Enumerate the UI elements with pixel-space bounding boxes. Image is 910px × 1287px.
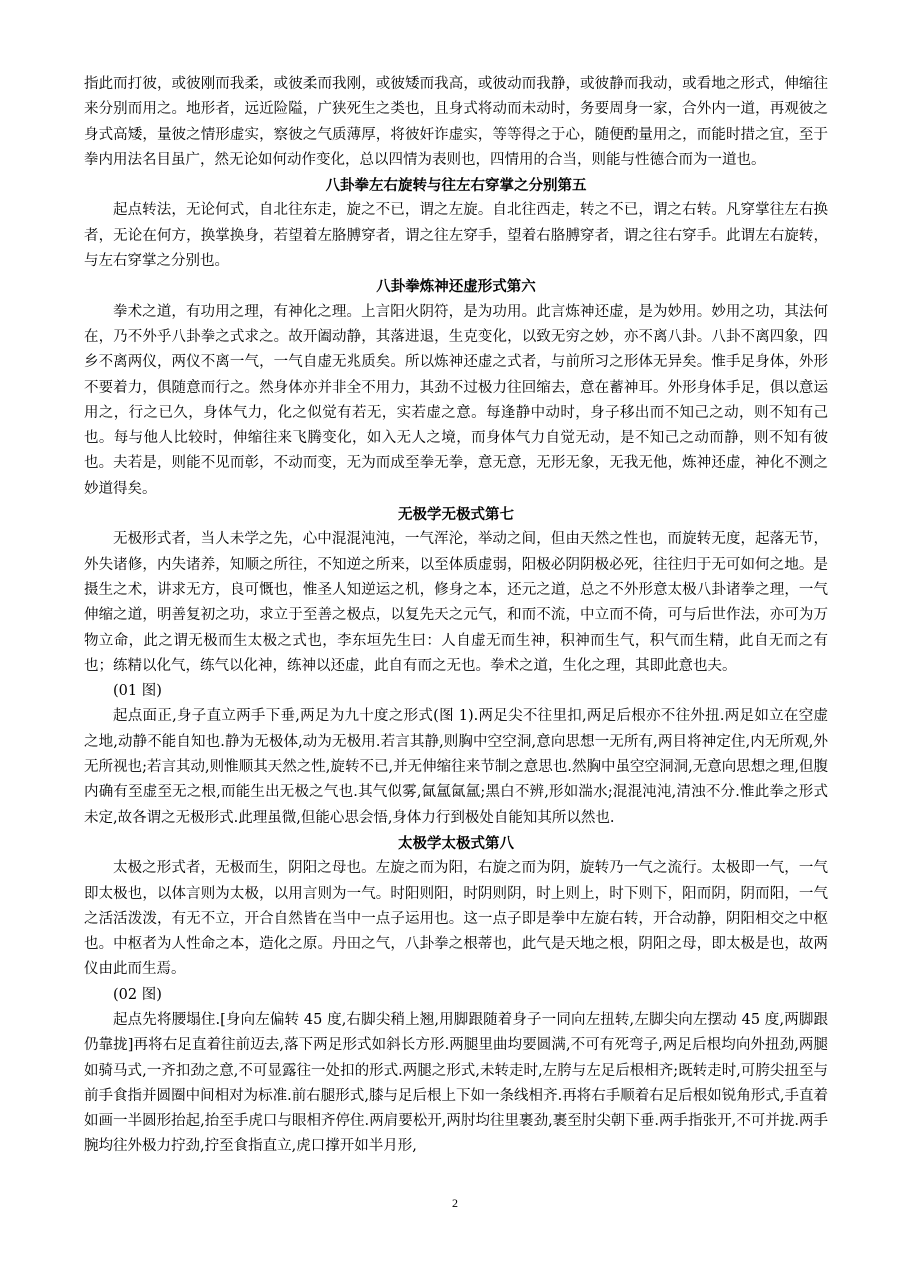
paragraph: 指此而打彼，或彼刚而我柔，或彼柔而我刚，或彼矮而我高，或彼动而我静，或彼静而我动，或看地之形式，伸缩往来分别而用之。地形者，远近险隘，广狭死生之类也，且身式将动而未动时，务要周身一家，合外内一道，再观彼之身式高矮，量彼之情形虚实，察彼之气质薄厚，将彼奸诈虚实，等等得之于心，随便酌量用之，而能时措之宜，至于拳内用法名目虽广，然无论如何动作变化，总以四情为表则也，四情用的合当，则能与性德合而为一道也。 (84, 76, 828, 168)
page-number: 2 (452, 1196, 458, 1210)
document-body (84, 72, 828, 1160)
section-heading: 太极学太极式第八 (398, 834, 514, 852)
section-heading: 无极学无极式第七 (398, 506, 514, 524)
paragraph: (02 图) (113, 986, 162, 1003)
section-heading: 八卦拳左右旋转与往左右穿掌之分别第五 (325, 177, 587, 195)
paragraph: 起点转法，无论何式，自北往东走，旋之不已，谓之左旋。自北往西走，转之不已，谓之右转。凡穿掌往左右换者，无论在何方，换掌换身，若望着左胳膊穿者，谓之往左穿手，望着右胳膊穿者，谓之往右穿手。此谓左右旋转，与左右穿掌之分别也。 (84, 202, 828, 270)
paragraph: 太极之形式者，无极而生，阴阳之母也。左旋之而为阳，右旋之而为阴，旋转乃一气之流行。太极即一气，一气即太极也，以体言则为太极，以用言则为一气。时阳则阳，时阴则阴，时上则上，时下则下，阳而阴，阴而阳，一气之活活泼泼，有无不立，开合自然皆在当中一点子运用也。这一点子即是拳中左旋右转，开合动静，阴阳相交之中枢也。中枢者为人性命之本，造化之原。丹田之气，八卦拳之根蒂也，此气是天地之根，阴阳之母，即太极是也，故两仪由此而生焉。 (84, 860, 828, 978)
section-heading: 八卦拳炼神还虚形式第六 (376, 278, 536, 296)
paragraph: (01 图) (113, 683, 162, 700)
paragraph: 无极形式者，当人未学之先，心中混混沌沌，一气浑沦，举动之间，但由天然之性也，而旋转无度，起落无节，外失诸修，内失诸养，知顺之所往，不知逆之所来，以至体质虚弱，阳极必阴阴极必死，往往归于无可如何之地。是摄生之术，讲求无方，良可慨也，惟圣人知逆运之机，修身之本，还元之道，总之不外形意太极八卦诸拳之理，一气伸缩之道，明善复初之功，求立于至善之极点，以复先天之元气，和而不流，中立而不倚，可与后世作法，亦可为万物立命，此之谓无极而生太极之式也，李东垣先生曰：人自虚无而生神，积神而生气，积气而生精，此自无而之有也；练精以化气，练气以化神，练神以还虚，此自有而之无也。拳术之道，生化之理，其即此意也夫。 (84, 531, 828, 674)
paragraph: 起点先将腰塌住.[身向左偏转 45 度,右脚尖稍上翘,用脚跟随着身子一同向左扭转,左脚尖向左摆动 45 度,两脚跟仍靠拢]再将右足直着往前迈去,落下两足形式如斜长方形.两腿里曲均要圆满,不可有死弯子,两足后根均向外扭劲,两腿如骑马式,一齐扣劲之意,不可显露往一处扣的形式.两腿之形式,未转走时,左胯与左足后根相齐;既转走时,可胯尖扭至与前手食指并圆圈中间相对为标准.前右腿形式,膝与足后根上下如一条线相齐.再将右手顺着右足后根如锐角形式,手直着如画一半圆形抬起,抬至手虎口与眼相齐停住.两肩要松开,两肘均往里裹劲,裹至肘尖朝下垂.两手指张开,不可并拢.两手腕均往外极力拧劲,拧至食指直立,虎口撑开如半月形, (84, 1011, 828, 1155)
paragraph: 拳术之道，有功用之理，有神化之理。上言阳火阴符，是为功用。此言炼神还虚，是为妙用。妙用之功，其法何在，乃不外乎八卦拳之式求之。故开阖动静，其落进退，生克变化，以致无穷之妙，亦不离八卦。八卦不离四象，四乡不离两仪，两仪不离一气，一气自虚无兆质矣。所以炼神还虚之式者，与前所习之形体无异矣。惟手足身体，外形不要着力，俱随意而行之。然身体亦并非全不用力，其劲不过极力往回缩去，意在蓄神耳。外形身体手足，俱以意运用之，行之已久，身体气力，化之似觉有若无，实若虚之意。每逢静中动时，身子移出而不知己之动，则不知有己也。每与他人比较时，伸缩往来飞腾变化，如入无人之境，而身体气力自觉无动，是不知己之动而静，则不知有彼也。夫若是，则能不见而彰，不动而变，无为而成至拳无拳，意无意，无形无象，无我无他，炼神还虚，神化不测之妙道得矣。 (84, 303, 828, 497)
paragraph: 起点面正,身子直立两手下垂,两足为九十度之形式(图 1).两足尖不往里扣,两足后根亦不往外扭.两足如立在空虚之地,动静不能自知也.静为无极体,动为无极用.若言其静,则胸中空空洞,意向思想一无所有,两目将神定住,内无所观,外无所视也;若言其动,则惟顺其天然之性,旋转不已,并无伸缩往来节制之意思也.然胸中虽空空洞洞,无意向思想之理,但腹内确有至虚至无之根,而能生出无极之气也.其气似雾,氤氲氤氲;黑白不辨,形如湍水;混混沌沌,清浊不分.惟此拳之形式未定,故各谓之无极形式.此理虽微,但能心思会悟,身体力行到极处自能知其所以然也. (84, 708, 828, 826)
